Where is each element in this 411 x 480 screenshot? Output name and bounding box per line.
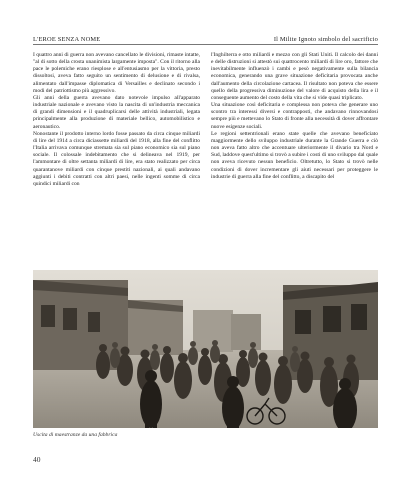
running-header-title: L'EROE SENZA NOME xyxy=(33,36,101,43)
paragraph: Nonostante il prodotto interno lordo fosse passato da circa cinque miliardi di lire del 1914 a circa diciassette miliardi del 1918, alla fine del conflitto l'Italia arrivava comunque stremata sia sul piano economico sia sul piano sociale. Il colossale indebitamento che si delineava nel 1919, per l'ammontare di oltre settanta miliardi di lire, era stato realizzato per circa quarantanove miliardi con cinque prestiti nazionali, ai quali andavano aggiunti i debiti contratti con altri paesi, nelle ingenti somme di circa quindici miliardi con xyxy=(33,130,200,187)
paragraph: Gli anni della guerra avevano dato notevole impulso all'apparato industriale nazionale e avevano visto la nascita di un'industria meccanica di grandi dimensioni e il quadruplicarsi delle attività industriali, legata principalmente alla produzione di materiale bellico, automobilistico e aeronautico. xyxy=(33,94,200,130)
text-column-right xyxy=(211,52,378,268)
page-number: 40 xyxy=(33,455,41,464)
text-column-left xyxy=(33,52,200,268)
photo-caption: Uscita di maestranze da una fabbrica xyxy=(33,432,118,438)
running-header-subtitle: Il Milite Ignoto simbolo del sacrificio xyxy=(273,36,378,43)
paragraph: l'Inghilterra e otto miliardi e mezzo con gli Stati Uniti. Il calcolo dei danni e delle distruzioni si attestò sui quattrocento miliardi di lire oro, fattore che inevitabilmente influenzò i cambi e pesò negativamente sulla bilancia economica, generando una grave situazione deficitaria provocata anche dall'aumento della circolazione cartacea. Il risultato non poteva che essere quello della progressiva diminuzione del valore di acquisto della lira e il conseguente aumento del costo della vita che si vide quasi triplicato. xyxy=(211,52,378,101)
paragraph: Le regioni settentrionali erano state quelle che avevano beneficiato maggiormente dello sviluppo industriale durante la Grande Guerra e ciò non aveva fatto altro che accentuare ulteriormente il divario tra Nord e Sud, laddove quest'ultimo si trovò a subire i costi di uno sviluppo dal quale non aveva ricevuto nessun beneficio. Oltretutto, lo Stato si trovò nelle condizioni di dover incrementare gli aiuti necessari per proteggere le industrie di guerra alla fine del conflitto, a discapito del xyxy=(211,130,378,180)
header-rule xyxy=(33,44,378,45)
paragraph: I quattro anni di guerra non avevano cancellato le divisioni, rimaste intatte, "al di sotto della crosta unanimista largamente imposta". Con il ritorno alla pace le polemiche erano riesplose e all'entusiasmo per la vittoria, presto dissoltosi, aveva fatto seguito un sentimento di delusione e di rivalsa, alimentato dall'impasse diplomatica di Versailles e declinato secondo i modi del patriottismo più aggressivo. xyxy=(33,52,200,94)
running-header xyxy=(33,33,378,43)
paragraph: Una situazione così deficitaria e complessa non poteva che generare uno scontro tra interessi diversi e contrapposti, che andavano rinnovandosi sempre più e mettevano lo Stato di fronte alla necessità di dover affrontare nuove esigenze sociali. xyxy=(211,102,378,130)
factory-workers-photo xyxy=(33,270,378,428)
